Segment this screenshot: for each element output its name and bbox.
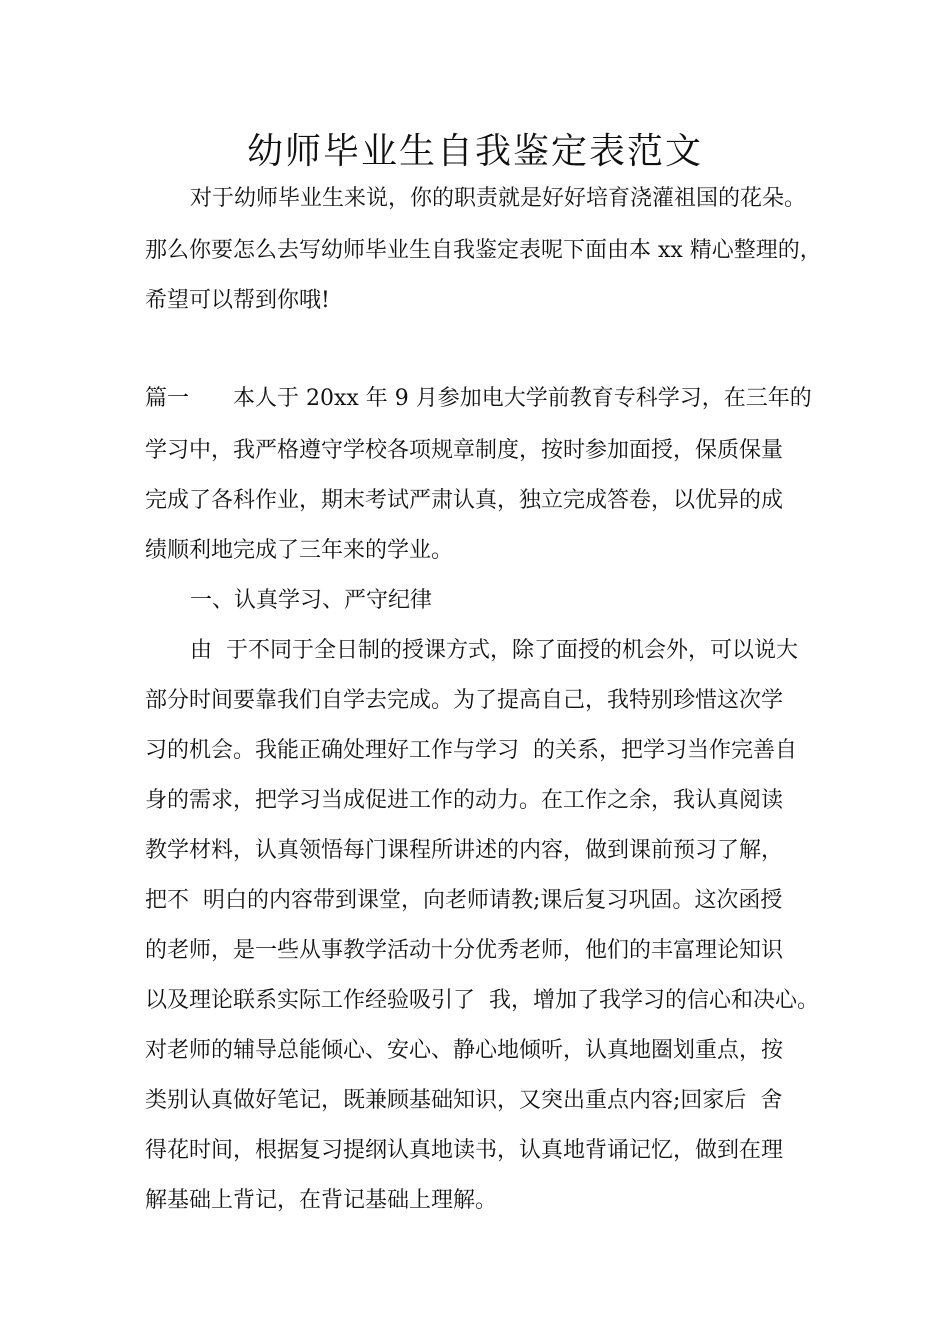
- intro-line-1: 对于幼师毕业生来说，你的职责就是好好培育浇灌祖国的花朵。: [190, 186, 807, 211]
- section1-line-1: 篇一 本人于 20xx 年 9 月参加电大学前教育专科学习，在三年的: [145, 386, 812, 411]
- body-line-8: 以及理论联系实际工作经验吸引了 我，增加了我学习的信心和决心。: [145, 988, 819, 1013]
- body-line-11: 得花时间，根据复习提纲认真地读书，认真地背诵记忆，做到在理: [145, 1138, 784, 1163]
- intro-line-3: 希望可以帮到你哦!: [145, 288, 330, 313]
- section1-line-2: 学习中，我严格遵守学校各项规章制度，按时参加面授，保质保量: [145, 438, 784, 463]
- body-line-10: 类别认真做好笔记，既兼顾基础知识，又突出重点内容;回家后 舍: [145, 1088, 783, 1113]
- section-heading: 一、认真学习、严守纪律: [190, 588, 433, 613]
- document-title: 幼师毕业生自我鉴定表范文: [246, 131, 703, 172]
- body-line-6: 把不 明白的内容带到课堂，向老师请教;课后复习巩固。这次函授: [145, 888, 783, 913]
- body-line-3: 习的机会。我能正确处理好工作与学习 的关系，把学习当作完善自: [145, 738, 797, 763]
- body-line-5: 教学材料，认真领悟每门课程所讲述的内容，做到课前预习了解，: [145, 838, 784, 863]
- body-line-7: 的老师，是一些从事教学活动十分优秀老师，他们的丰富理论知识: [145, 938, 784, 963]
- body-line-9: 对老师的辅导总能倾心、安心、静心地倾听，认真地圈划重点，按: [145, 1038, 784, 1063]
- body-line-1: 由 于不同于全日制的授课方式，除了面授的机会外，可以说大: [190, 638, 798, 663]
- body-line-2: 部分时间要靠我们自学去完成。为了提高自己，我特别珍惜这次学: [145, 688, 784, 713]
- intro-line-2: 那么你要怎么去写幼师毕业生自我鉴定表呢下面由本 xx 精心整理的，: [145, 238, 822, 263]
- section1-line-3: 完成了各科作业，期末考试严肃认真，独立完成答卷，以优异的成: [145, 488, 784, 513]
- body-line-4: 身的需求，把学习当成促进工作的动力。在工作之余，我认真阅读: [145, 788, 784, 813]
- section1-line-4: 绩顺利地完成了三年来的学业。: [145, 538, 454, 563]
- body-line-12: 解基础上背记，在背记基础上理解。: [145, 1188, 498, 1213]
